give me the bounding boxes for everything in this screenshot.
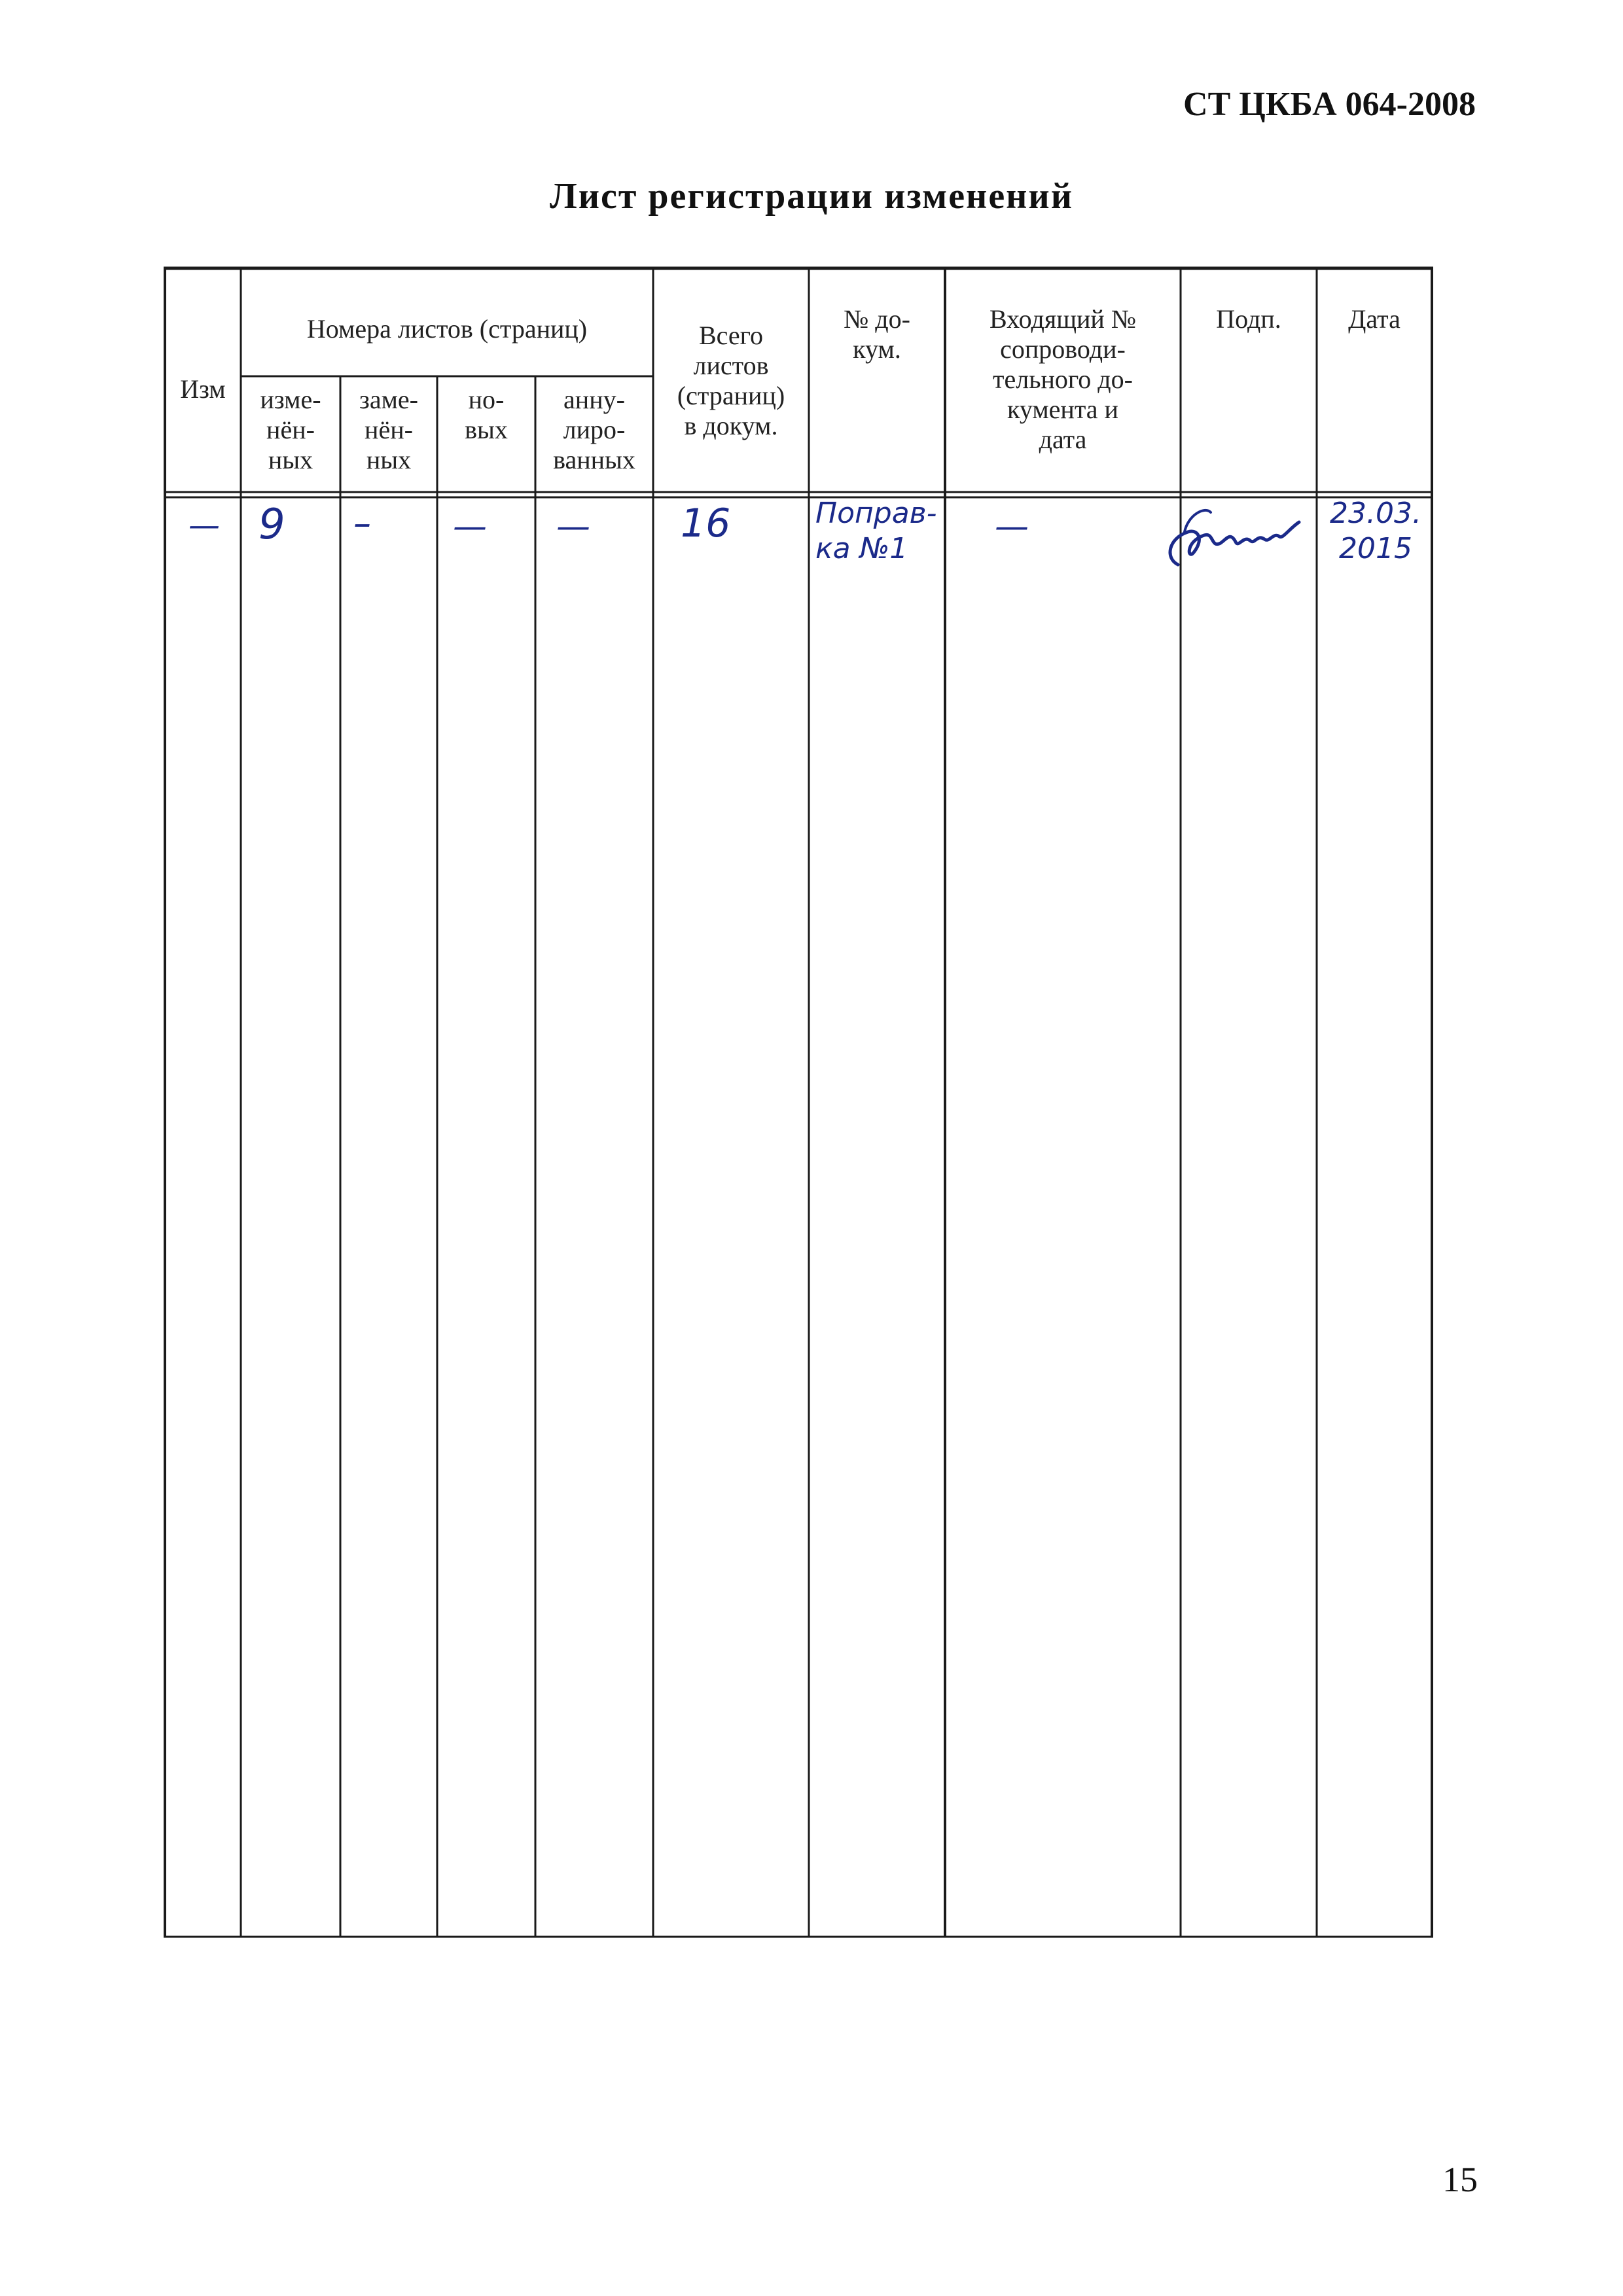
header-total-sheets: Всего листов (страниц) в докум. (677, 321, 785, 440)
row-new: — (453, 507, 487, 546)
row-replaced: – (353, 503, 371, 544)
row-doc-number: Поправ- ка №1 (815, 497, 937, 565)
row-total: 16 (681, 501, 731, 546)
document-code: СТ ЦКБА 064-2008 (1183, 86, 1476, 123)
header-sheet-numbers: Номера листов (страниц) (306, 314, 588, 344)
page-number: 15 (1442, 2160, 1478, 2199)
row-date: 23.03. 2015 (1330, 497, 1421, 565)
header-new: но- вых (465, 385, 508, 444)
header-replaced: заме- нён- ных (359, 385, 418, 474)
header-changed: изме- нён- ных (260, 385, 321, 474)
row-izm: — (188, 507, 220, 544)
header-date: Дата (1348, 304, 1400, 334)
row-changed: 9 (259, 501, 285, 549)
header-doc-number: № до- кум. (844, 304, 910, 364)
header-izm: Изм (180, 374, 226, 404)
row-signature (1158, 503, 1315, 574)
page-title: Лист регистрации изменений (550, 176, 1073, 217)
header-incoming-doc: Входящий № сопроводи- тельного до- кумента и дата (989, 304, 1136, 454)
row-incoming: — (995, 507, 1029, 546)
header-signature: Подп. (1216, 304, 1281, 334)
header-annulled: анну- лиро- ванных (553, 385, 635, 474)
row-annulled: — (556, 507, 590, 546)
